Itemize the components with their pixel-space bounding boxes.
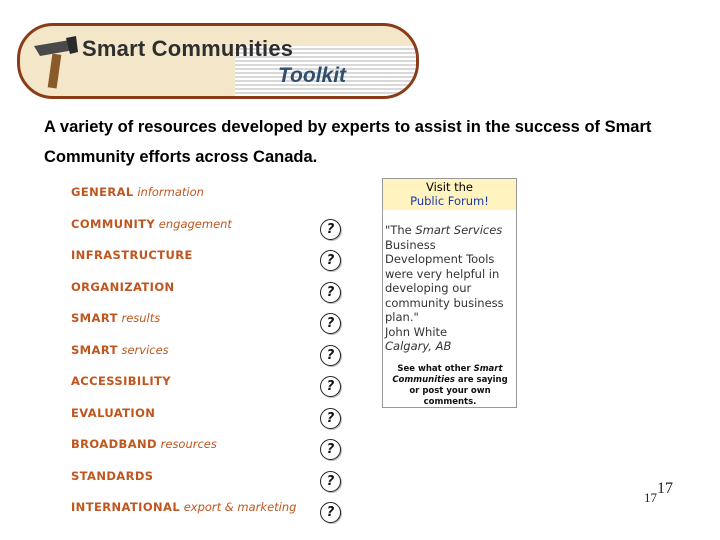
nav-item-keyword: STANDARDS	[71, 469, 154, 483]
nav-item-community-engagement[interactable]	[71, 217, 232, 231]
nav-item-descriptor: resources	[160, 437, 217, 451]
public-forum-box[interactable]	[382, 178, 517, 408]
nav-item-organization[interactable]	[71, 280, 175, 294]
quote-open: "The	[385, 223, 416, 237]
nav-item-descriptor: engagement	[158, 217, 232, 231]
nav-item-descriptor: information	[137, 185, 204, 199]
nav-item-international-export[interactable]	[71, 500, 296, 514]
help-question-icon[interactable]: ?	[320, 439, 341, 460]
forum-header[interactable]	[383, 179, 516, 210]
nav-item-broadband-resources[interactable]	[71, 437, 217, 451]
nav-item-evaluation[interactable]	[71, 406, 155, 420]
nav-item-general-information[interactable]	[71, 185, 204, 199]
hammer-icon	[30, 36, 82, 90]
nav-item-smart-results[interactable]	[71, 311, 160, 325]
nav-item-descriptor: results	[121, 311, 161, 325]
nav-item-descriptor: export & marketing	[183, 500, 297, 514]
intro-description: A variety of resources developed by experts to assist in the success of Smart Community efforts across Canada.	[44, 118, 652, 166]
page-number	[644, 480, 673, 506]
forum-header-line1: Visit the	[425, 180, 474, 194]
nav-item-keyword: ACCESSIBILITY	[71, 374, 171, 388]
nav-item-keyword: GENERAL	[71, 185, 134, 199]
nav-item-accessibility[interactable]	[71, 374, 171, 388]
help-question-icon[interactable]: ?	[320, 250, 341, 271]
help-question-icon[interactable]: ?	[320, 471, 341, 492]
author-name: John White	[385, 325, 448, 339]
nav-item-keyword: BROADBAND	[71, 437, 157, 451]
logo-subtitle: Toolkit	[278, 64, 347, 87]
quote-rest: Business Development Tools were very helpful in developing our community business plan."	[385, 237, 504, 324]
logo-title: Smart Communities	[82, 36, 294, 61]
page-number-small: 17	[644, 490, 657, 505]
help-question-icon[interactable]: ?	[320, 282, 341, 303]
nav-item-keyword: INTERNATIONAL	[71, 500, 181, 514]
nav-item-standards[interactable]	[71, 469, 154, 483]
help-question-icon[interactable]: ?	[320, 376, 341, 397]
logo-frame	[17, 23, 419, 99]
nav-item-smart-services[interactable]	[71, 343, 169, 357]
quote-italic: Smart Services	[415, 223, 503, 237]
forum-cta[interactable]	[387, 364, 513, 408]
cta-pre: See what other	[397, 364, 474, 374]
testimonial-quote	[385, 223, 515, 325]
help-question-icon[interactable]: ?	[320, 219, 341, 240]
smart-communities-toolkit-logo	[17, 23, 417, 97]
nav-item-keyword: ORGANIZATION	[71, 280, 175, 294]
page-number-large: 17	[657, 480, 673, 497]
nav-item-keyword: COMMUNITY	[71, 217, 156, 231]
testimonial-author	[385, 325, 451, 353]
nav-item-keyword: EVALUATION	[71, 406, 156, 420]
help-question-icon[interactable]: ?	[320, 345, 341, 366]
help-question-icon[interactable]: ?	[320, 502, 341, 523]
cta-italic: Smart Communities	[392, 364, 503, 385]
nav-item-keyword: SMART	[71, 343, 118, 357]
author-city: Calgary, AB	[385, 339, 452, 353]
nav-item-keyword: INFRASTRUCTURE	[71, 248, 193, 262]
forum-link[interactable]: Public Forum!	[410, 194, 489, 208]
nav-item-descriptor: services	[121, 343, 169, 357]
cta-post: are saying or post your own comments.	[409, 375, 508, 407]
help-question-icon[interactable]: ?	[320, 408, 341, 429]
help-question-icon[interactable]: ?	[320, 313, 341, 334]
nav-item-infrastructure[interactable]	[71, 248, 193, 262]
nav-item-keyword: SMART	[71, 311, 118, 325]
